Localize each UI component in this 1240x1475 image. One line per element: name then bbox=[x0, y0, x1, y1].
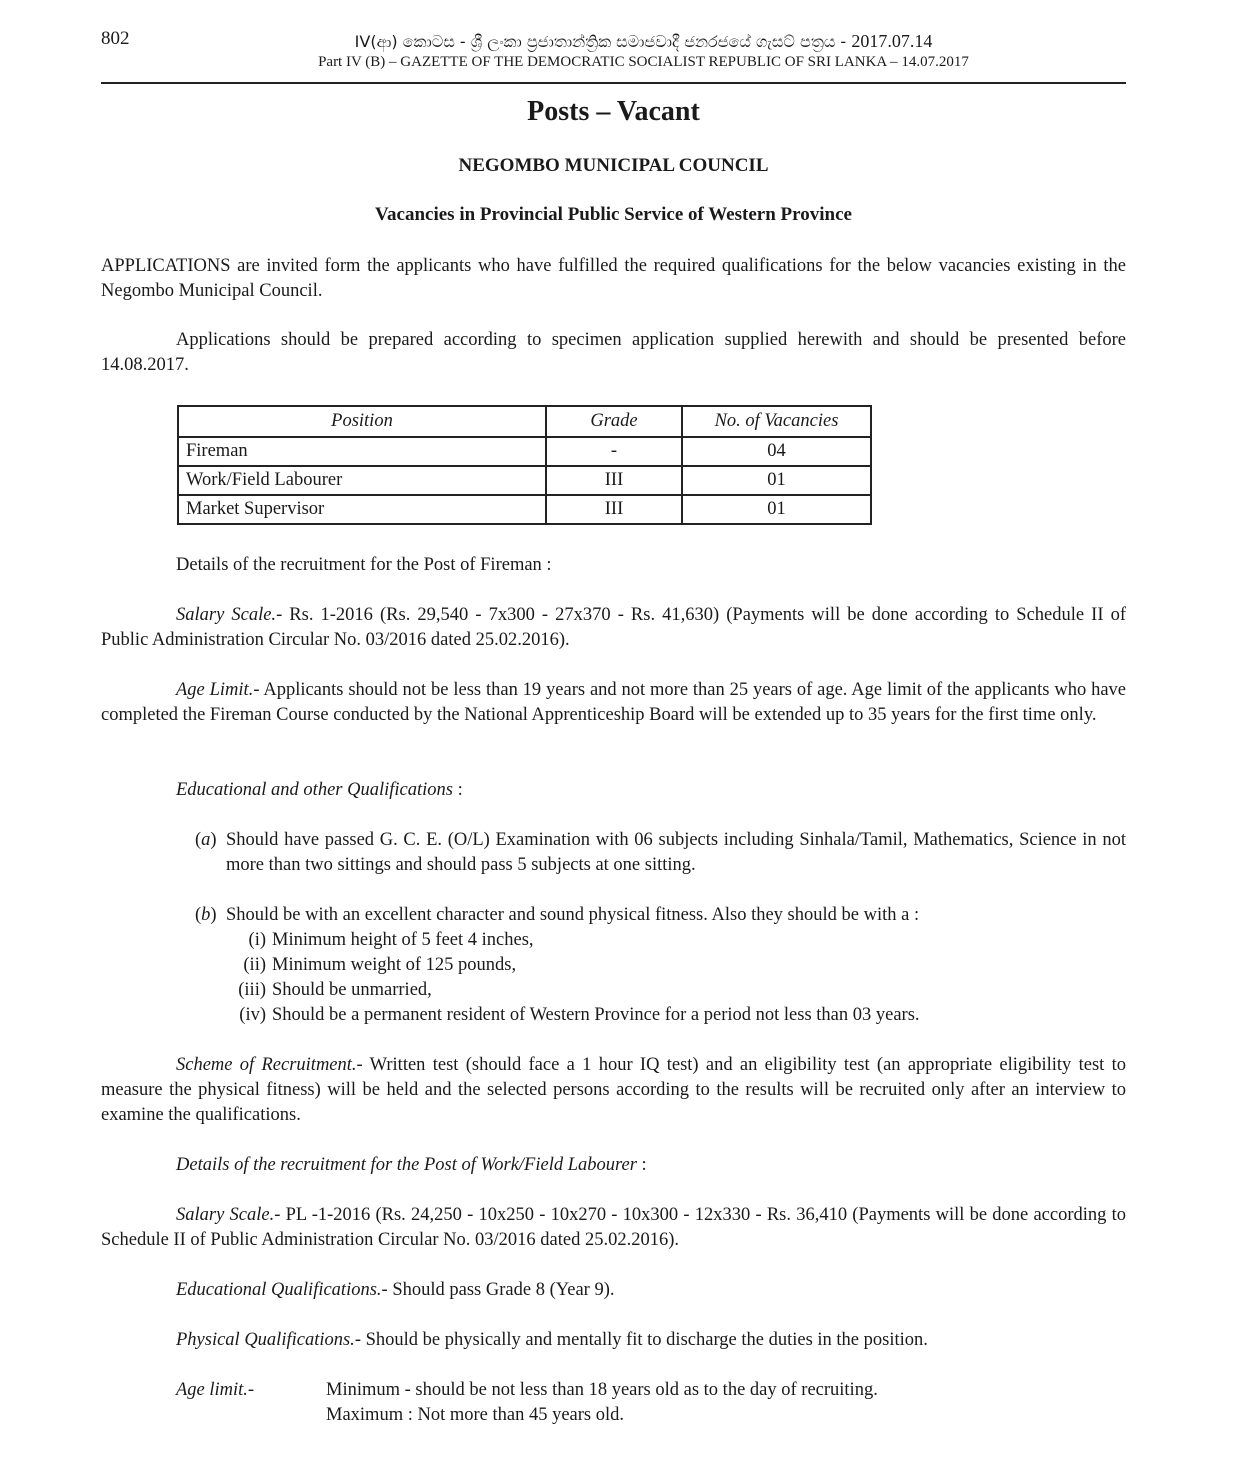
sinhala-header bbox=[161, 31, 1126, 52]
educational-text: - Should pass Grade 8 (Year 9). bbox=[381, 1280, 615, 1300]
list-text: Should be a permanent resident of Western Province for a period not less than 03 years. bbox=[272, 1005, 920, 1025]
organization-name: NEGOMBO MUNICIPAL COUNCIL bbox=[458, 155, 769, 176]
labourer-heading bbox=[101, 1153, 1126, 1178]
notice-subtitle: Vacancies in Provincial Public Service of Western Province bbox=[375, 204, 852, 225]
table-cell: Work/Field Labourer bbox=[178, 466, 546, 495]
fireman-salary-paragraph bbox=[101, 603, 1126, 653]
english-header: Part IV (B) – GAZETTE OF THE DEMOCRATIC SOCIALIST REPUBLIC OF SRI LANKA – 14.07.2017 bbox=[318, 54, 969, 70]
item-marker-letter: a bbox=[201, 830, 211, 850]
physical-label: Physical Qualifications. bbox=[176, 1330, 355, 1350]
physical-qualifications-paragraph bbox=[101, 1328, 1126, 1353]
list-text: Minimum weight of 125 pounds, bbox=[272, 955, 517, 975]
list-item bbox=[222, 953, 516, 978]
qualifications-suffix: : bbox=[452, 780, 463, 800]
list-item bbox=[222, 1003, 920, 1028]
list-item bbox=[222, 928, 534, 953]
table-cell: III bbox=[546, 466, 682, 495]
qualifications-label: Educational and other Qualifications bbox=[176, 780, 453, 800]
column-header-grade: Grade bbox=[546, 406, 682, 437]
scheme-paragraph bbox=[101, 1053, 1126, 1128]
table-cell: III bbox=[546, 495, 682, 524]
table-cell: Market Supervisor bbox=[178, 495, 546, 524]
table-cell: 01 bbox=[682, 466, 871, 495]
page-number: 802 bbox=[101, 28, 130, 49]
age-limit-text: - Applicants should not be less than 19 years and not more than 25 years of age. Age limit of the applicants who have completed the Fireman Course conducted by the National Apprenticeship Board will be extended up to 35 years for the first time only. bbox=[101, 680, 1126, 725]
page-title: Posts – Vacant bbox=[527, 96, 700, 127]
instructions-paragraph: Applications should be prepared according to specimen application supplied herewith and should be presented before 14.08.2017. bbox=[101, 330, 1126, 375]
labourer-age-maximum: Maximum : Not more than 45 years old. bbox=[326, 1405, 625, 1425]
item-marker-letter: b bbox=[201, 905, 211, 925]
list-item bbox=[222, 978, 432, 1003]
labourer-heading-text: Details of the recruitment for the Post of Work/Field Labourer bbox=[176, 1155, 637, 1175]
table-row bbox=[178, 495, 871, 524]
salary-scale-label: Salary Scale. bbox=[176, 1205, 275, 1225]
scheme-label: Scheme of Recruitment. bbox=[176, 1055, 357, 1075]
scheme-text: - Written test (should face a 1 hour IQ test) and an eligibility test (an appropriate eligibility test to measure the physical fitness) will be held and the selected persons according to the results will be recruited only after an interview to examine the qualifications. bbox=[101, 1055, 1126, 1125]
fireman-age-paragraph bbox=[101, 678, 1126, 728]
header-divider bbox=[101, 82, 1126, 84]
physical-text: - Should be physically and mentally fit to discharge the duties in the position. bbox=[354, 1330, 928, 1350]
column-header-position: Position bbox=[178, 406, 546, 437]
labourer-age-minimum: Minimum - should be not less than 18 years old as to the day of recruiting. bbox=[326, 1380, 878, 1400]
labourer-salary-paragraph bbox=[101, 1203, 1126, 1253]
age-limit-label: Age limit.- bbox=[176, 1380, 255, 1400]
age-limit-label: Age Limit. bbox=[176, 680, 254, 700]
item-text: Should have passed G. C. E. (O/L) Examination with 06 subjects including Sinhala/Tamil, Mathematics, Science in not more than two sittings and should pass 5 subjects at one sitting. bbox=[226, 830, 1126, 875]
sinhala-header-text: IV(ආ) කොටස - ශ්‍රී ලංකා ප්‍රජාතාන්ත්‍රික සමාජවාදී ජනරජයේ ගැසට් පත්‍රය - bbox=[354, 32, 847, 51]
educational-label: Educational Qualifications. bbox=[176, 1280, 382, 1300]
table-row bbox=[178, 466, 871, 495]
column-header-vacancies: No. of Vacancies bbox=[682, 406, 871, 437]
sinhala-header-date: 2017.07.14 bbox=[851, 31, 933, 51]
salary-scale-text: - PL -1-2016 (Rs. 24,250 - 10x250 - 10x270 - 10x300 - 12x330 - Rs. 36,410 (Payments will be done according to Schedule II of Public Administration Circular No. 03/2016 dated 25.02.2016). bbox=[101, 1205, 1126, 1250]
labourer-heading-suffix: : bbox=[636, 1155, 647, 1175]
labourer-age-label bbox=[176, 1378, 254, 1403]
fireman-heading: Details of the recruitment for the Post of Fireman : bbox=[176, 555, 552, 575]
table-cell: - bbox=[546, 437, 682, 466]
list-marker: (iii) bbox=[238, 980, 266, 1000]
qualification-item-a bbox=[195, 828, 1126, 878]
educational-qualifications-paragraph bbox=[101, 1278, 1126, 1303]
qualification-item-b bbox=[195, 903, 1126, 928]
table-cell: 01 bbox=[682, 495, 871, 524]
salary-scale-label: Salary Scale. bbox=[176, 605, 277, 625]
list-marker: (i) bbox=[248, 930, 266, 950]
intro-paragraph: APPLICATIONS are invited form the applicants who have fulfilled the required qualifications for the below vacancies existing in the Negombo Municipal Council. bbox=[101, 256, 1126, 301]
table-cell: 04 bbox=[682, 437, 871, 466]
qualifications-heading bbox=[101, 778, 1126, 803]
salary-scale-text: - Rs. 1-2016 (Rs. 29,540 - 7x300 - 27x370 - Rs. 41,630) (Payments will be done according to Schedule II of Public Administration Circular No. 03/2016 dated 25.02.2016). bbox=[101, 605, 1126, 650]
table-cell: Fireman bbox=[178, 437, 546, 466]
vacancies-table bbox=[177, 405, 872, 525]
table-header-row bbox=[178, 406, 871, 437]
list-marker: (ii) bbox=[243, 955, 266, 975]
item-marker: (b) bbox=[195, 905, 217, 925]
item-marker: (a) bbox=[195, 830, 217, 850]
item-text: Should be with an excellent character and sound physical fitness. Also they should be with a : bbox=[226, 905, 920, 925]
list-text: Should be unmarried, bbox=[272, 980, 432, 1000]
list-text: Minimum height of 5 feet 4 inches, bbox=[272, 930, 534, 950]
table-row bbox=[178, 437, 871, 466]
list-marker: (iv) bbox=[239, 1005, 266, 1025]
